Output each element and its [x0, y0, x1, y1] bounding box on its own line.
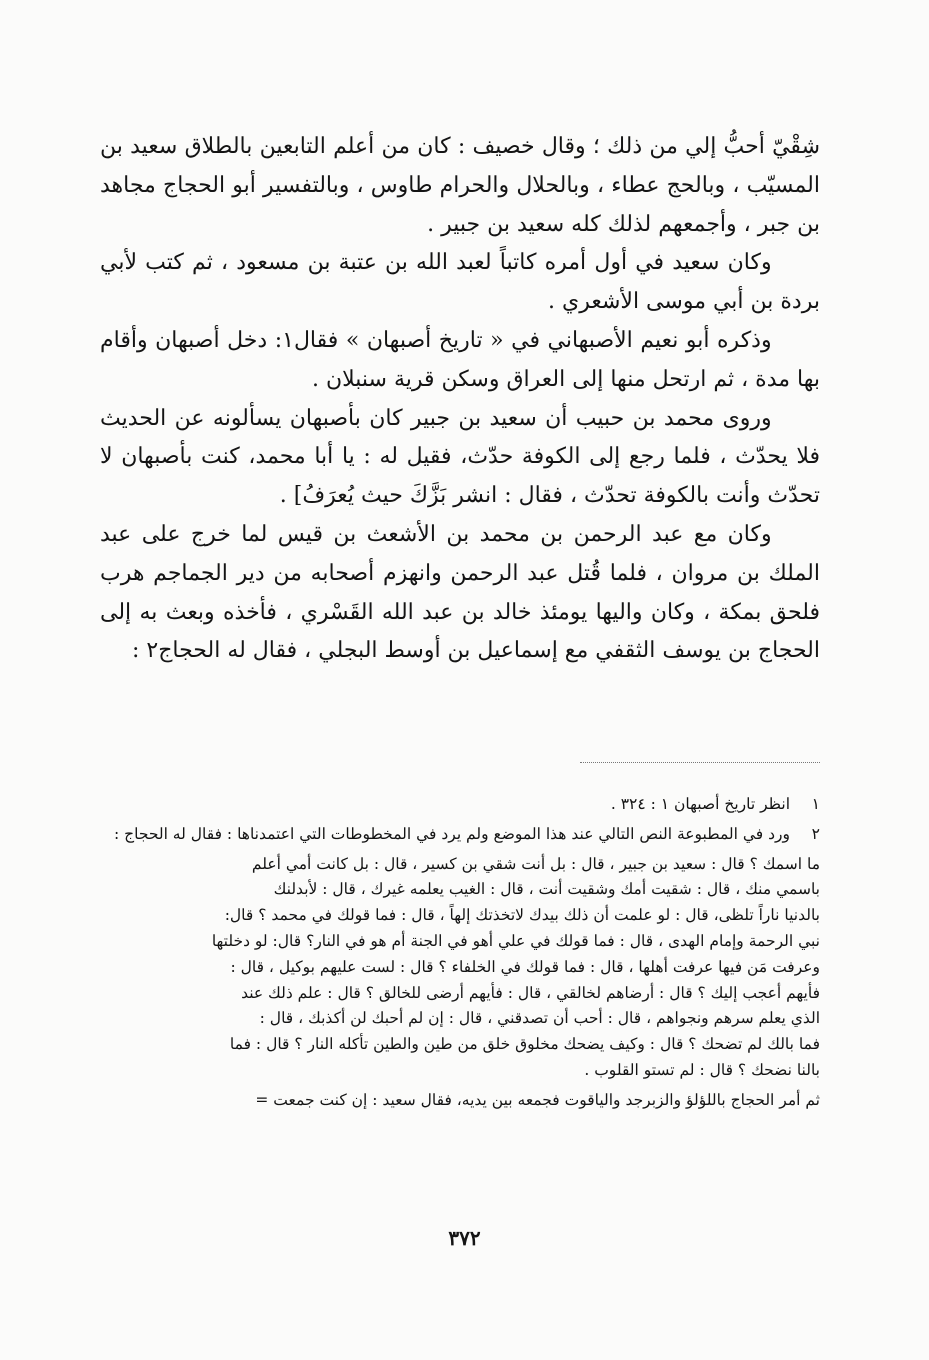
footnote — [100, 792, 820, 818]
footnote-line: بالدنيا ناراً تلظى، قال : لو علمت أن ذلك بيدك لاتخذتك إلهاً ، قال : فما قولك في محمد ؟ قال: — [224, 906, 820, 925]
footnote-continuation: ثم أمر الحجاج باللؤلؤ والزبرجد والياقوت فجمعه بين يديه، فقال سعيد : إن كنت جمعت = — [255, 1090, 820, 1109]
footnote-text: انظر تاريخ أصبهان ١ : ٣٢٤ . — [610, 795, 790, 813]
paragraph: شِقْيّ أحبُّ إلي من ذلك ؛ وقال خصيف : كان من أعلم التابعين بالطلاق سعيد بن المسيّب ، وبالحج عطاء ، وبالحلال والحرام طاوس ، وبالتفسير أبو الحجاج مجاهد بن جبر ، وأجمعهم لذلك كله سعيد بن جبير . — [100, 134, 820, 237]
footnote-line: فأيهم أعجب إليك ؟ قال : أرضاهم لخالقي ، قال : فأيهم أرضى للخالق ؟ قال : علم ذلك عند — [241, 983, 820, 1002]
main-text — [100, 128, 820, 671]
footnote-text: ورد في المطبوعة النص التالي عند هذا الموضع ولم يرد في المخطوطات التي اعتمدناها : فقال له الحجاج : — [113, 824, 790, 843]
footnote-line: الذي يعلم سرهم ونجواهم ، قال : أحب أن تصدقني ، قال : إن لم أحبك لن أكذبك ، قال : — [259, 1009, 820, 1028]
footnote-number: ١ — [811, 795, 820, 813]
footnote-separator — [580, 762, 820, 763]
footnote-number: ٢ — [811, 824, 820, 843]
paragraph: وذكره أبو نعيم الأصبهاني في « تاريخ أصبهان » فقال١: دخل أصبهان وأقام بها مدة ، ثم ارتحل منها إلى العراق وسكن قرية سنبلان . — [100, 327, 820, 392]
footnote — [100, 822, 820, 848]
footnote-line: وعرفت مَن فيها عرفت أهلها ، قال : فما قولك في الخلفاء ؟ قال : لست عليهم بوكيل ، قال : — [230, 957, 820, 976]
paragraph: وروى محمد بن حبيب أن سعيد بن جبير كان بأصبهان يسألونه عن الحديث فلا يحدّث ، فلما رجع إلى الكوفة حدّث، فقيل له : يا أبا محمد، كنت بأصبهان لا تحدّث وأنت بالكوفة تحدّث ، فقال : انشر بَزَّكَ حيث يُعرَفُ] . — [100, 405, 820, 509]
paragraph: وكان مع عبد الرحمن بن محمد بن الأشعث بن قيس لما خرج على عبد الملك بن مروان ، فلما قُتل عبد الرحمن وانهزم أصحابه من دير الجماجم هرب فلحق بمكة ، وكان واليها يومئذ خالد بن عبد الله القَسْري ، فأخذه وبعث به إلى الحجاج بن يوسف الثقفي مع إسماعيل بن أوسط البجلي ، فقال له الحجاج٢ : — [100, 521, 820, 664]
footnote-quoted-block — [100, 852, 820, 1084]
footnotes — [100, 792, 820, 1114]
footnote-line: باسمي منك ، قال : شقيت أمك وشقيت أنت ، قال : الغيب يعلمه غيرك ، قال : لأبدلنك — [273, 880, 820, 899]
footnote-line: ما اسمك ؟ قال : سعيد بن جبير ، قال : بل أنت شقي بن كسير ، قال : بل كانت أمي أعلم — [251, 854, 820, 873]
footnote-line: نبي الرحمة وإمام الهدى ، قال : فما قولك في علي أهو في الجنة أم هو في النار؟ قال: لو دخلتها — [211, 931, 820, 950]
paragraph: وكان سعيد في أول أمره كاتباً لعبد الله بن عتبة بن مسعود ، ثم كتب لأبي بردة بن أبي موسى الأشعري . — [100, 250, 820, 315]
footnote-line: بالنا نضحك ؟ قال : لم تستو القلوب . — [584, 1060, 820, 1079]
page-number: ٣٧٢ — [448, 1226, 481, 1250]
footnote-line: فما بالك لم تضحك ؟ قال : وكيف يضحك مخلوق خلق من طين والطين تأكله النار ؟ قال : فما — [229, 1035, 820, 1054]
